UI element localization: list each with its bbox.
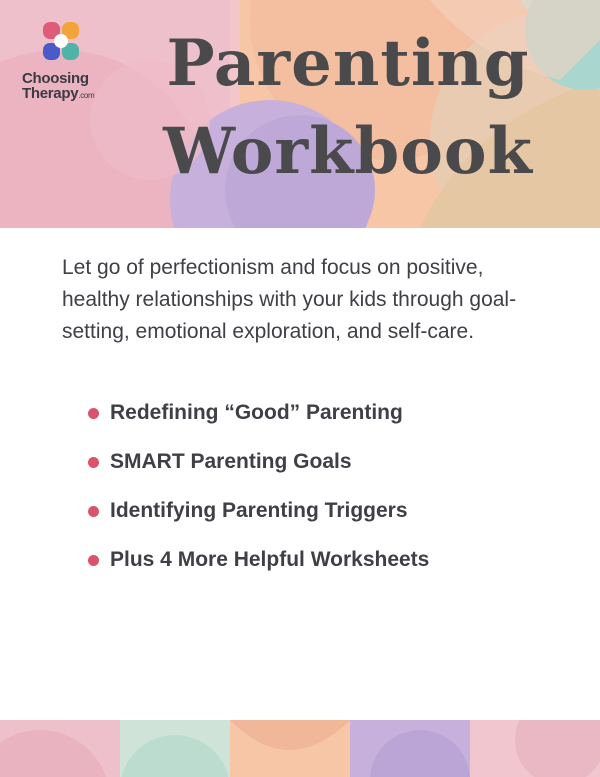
bullet-dot-icon	[88, 506, 99, 517]
footer-background	[0, 720, 600, 777]
list-item	[88, 496, 429, 545]
bullet-dot-icon	[88, 408, 99, 419]
list-item-label: SMART Parenting Goals	[110, 450, 352, 473]
logo-line2-main: Therapy	[22, 85, 79, 102]
logo-suffix: .com	[78, 91, 95, 100]
choosing-therapy-logo	[22, 20, 102, 103]
page-title	[108, 20, 588, 196]
title-line2: Workbook	[163, 114, 533, 189]
feature-list	[88, 398, 429, 594]
logo-line1: Choosing	[22, 70, 89, 87]
list-item-label: Plus 4 More Helpful Worksheets	[110, 548, 430, 571]
list-item-label: Redefining “Good” Parenting	[110, 401, 403, 424]
footer-banner	[0, 720, 600, 777]
list-item	[88, 398, 429, 447]
bullet-dot-icon	[88, 457, 99, 468]
title-line1: Parenting	[166, 26, 530, 101]
header-banner	[0, 0, 600, 228]
list-item	[88, 545, 429, 594]
logo-mark-icon	[39, 20, 83, 64]
logo-text	[22, 71, 102, 103]
list-item	[88, 447, 429, 496]
list-item-label: Identifying Parenting Triggers	[110, 499, 408, 522]
intro-paragraph: Let go of perfectionism and focus on positive, healthy relationships with your kids through goal-setting, emotional exploration, and self-care.	[62, 256, 517, 343]
bullet-dot-icon	[88, 555, 99, 566]
logo-line2	[22, 86, 102, 103]
